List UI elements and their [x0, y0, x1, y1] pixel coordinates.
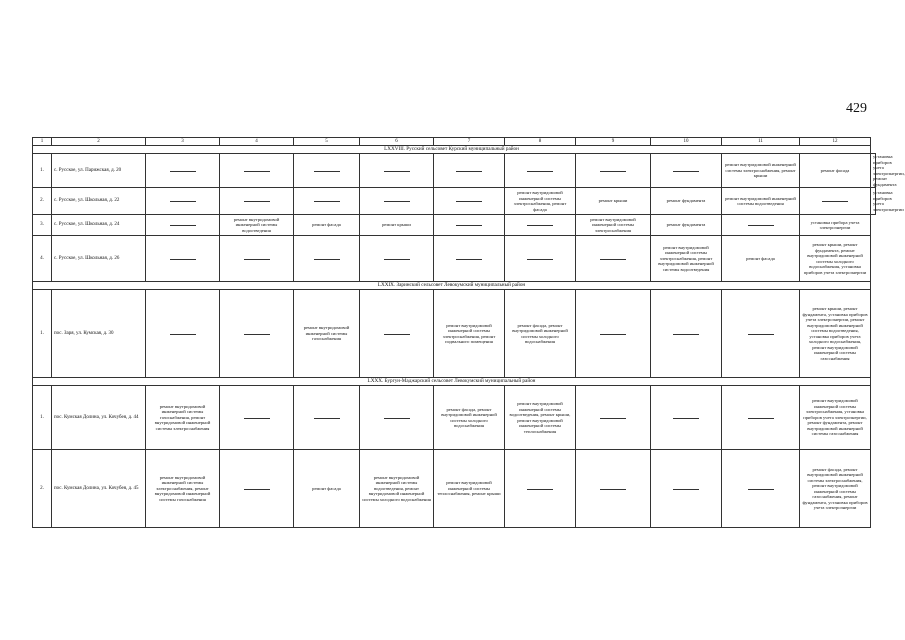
page-number: 429	[846, 101, 867, 116]
empty-dash	[673, 334, 699, 335]
empty-dash	[170, 334, 196, 335]
work-cell	[722, 450, 800, 528]
work-cell: ремонт крыши, ремонт фундамента, установка приборов учета электроэнергии, ремонт внутридомовой инженерной системы водоотведения, установка приборов учета холодного водоснабжения, ремонт внутридомовой инженерной системы газоснабжения	[800, 290, 871, 378]
column-header: 1	[33, 138, 52, 146]
work-cell	[800, 188, 871, 215]
work-cell	[434, 188, 505, 215]
empty-dash	[170, 259, 196, 260]
table-row	[33, 188, 876, 215]
column-header: 7	[434, 138, 505, 146]
empty-dash	[384, 259, 410, 260]
work-cell: ремонт фундамента	[651, 215, 722, 236]
work-cell	[505, 215, 576, 236]
work-cell	[220, 188, 294, 215]
work-cell	[722, 215, 800, 236]
empty-dash	[170, 201, 196, 202]
section-title-row	[33, 146, 876, 154]
empty-dash	[170, 225, 196, 226]
work-cell: ремонт внутридомовой инженерной системы водоотведения	[220, 215, 294, 236]
empty-dash	[314, 171, 340, 172]
empty-dash	[244, 171, 270, 172]
empty-dash	[384, 171, 410, 172]
work-cell: ремонт фасада	[294, 450, 360, 528]
table-row	[33, 154, 876, 188]
work-cell: ремонт внутридомовой инженерной системы электроснабжения, установка приборов учета электроэнергии, ремонт фундамента, ремонт внутридомовой инженерной системы газоснабжения	[800, 386, 871, 450]
work-cell: ремонт фасада, ремонт внутридомовой инженерной системы холодного водоснабжения	[505, 290, 576, 378]
work-cell	[576, 386, 651, 450]
work-cell	[576, 290, 651, 378]
section-title: LXXX. Бургун-Маджарский сельсовет Левокумский муниципальный район	[33, 378, 871, 386]
work-cell	[220, 450, 294, 528]
work-cell: установка приборов учета электроэнергии	[871, 188, 876, 215]
work-cell	[434, 154, 505, 188]
work-cell	[434, 236, 505, 282]
row-number: 1.	[33, 386, 52, 450]
row-number: 4.	[33, 236, 52, 282]
row-number: 2.	[33, 450, 52, 528]
table-row	[33, 450, 876, 528]
work-cell: ремонт фундамента	[651, 188, 722, 215]
empty-dash	[673, 418, 699, 419]
row-number: 2.	[33, 188, 52, 215]
work-cell	[146, 188, 220, 215]
empty-dash	[748, 225, 774, 226]
empty-dash	[456, 201, 482, 202]
work-cell	[651, 290, 722, 378]
work-cell: ремонт фасада	[722, 236, 800, 282]
table-row	[33, 236, 876, 282]
empty-dash	[456, 225, 482, 226]
work-cell: ремонт крыши, ремонт фундамента, ремонт внутридомовой инженерной системы холодного водоснабжения, установка приборов учета электроэнергии	[800, 236, 871, 282]
empty-dash	[244, 259, 270, 260]
empty-dash	[748, 334, 774, 335]
empty-dash	[244, 334, 270, 335]
empty-dash	[244, 201, 270, 202]
section-title: LXXVIII. Русский сельсовет Курский муниципальный район	[33, 146, 871, 154]
empty-dash	[527, 489, 553, 490]
work-cell	[294, 236, 360, 282]
empty-dash	[170, 171, 196, 172]
section-title-row	[33, 282, 876, 290]
work-cell	[146, 236, 220, 282]
work-cell	[360, 236, 434, 282]
work-cell: ремонт внутридомовой инженерной системы электроснабжения, ремонт крыши	[722, 154, 800, 188]
work-cell	[294, 188, 360, 215]
empty-dash	[314, 418, 340, 419]
work-cell	[434, 215, 505, 236]
header-row	[33, 138, 876, 146]
work-cell: установка прибора учета электроэнергии	[800, 215, 871, 236]
table-row	[33, 215, 876, 236]
table-row	[33, 290, 876, 378]
work-cell: ремонт внутридомовой инженерной системы электроснабжения, ремонт внутридомовой инженерной системы водоотведения	[651, 236, 722, 282]
work-cell: ремонт фасада	[800, 154, 871, 188]
repair-schedule-table	[32, 137, 905, 528]
work-cell	[220, 236, 294, 282]
work-cell: ремонт внутридомовой инженерной системы электроснабжения, ремонт фасада	[505, 188, 576, 215]
column-header: 3	[146, 138, 220, 146]
table-row	[33, 386, 876, 450]
empty-dash	[600, 334, 626, 335]
empty-dash	[527, 259, 553, 260]
work-cell	[294, 154, 360, 188]
address-cell: пос. Кумская Долина, ул. Кочубея, д. 45	[52, 450, 146, 528]
column-header: 12	[800, 138, 871, 146]
address-cell: с. Русское, ул. Школьная, д. 26	[52, 236, 146, 282]
work-cell	[505, 154, 576, 188]
section-title: LXXIX. Заринский сельсовет Левокумский муниципальный район	[33, 282, 871, 290]
empty-dash	[384, 201, 410, 202]
work-cell: ремонт внутридомовой инженерной системы теплоснабжения, ремонт крыши	[434, 450, 505, 528]
address-cell: с. Русское, ул. Школьная, д. 24	[52, 215, 146, 236]
work-cell	[651, 450, 722, 528]
work-cell	[146, 154, 220, 188]
work-cell: ремонт внутридомовой инженерной системы электроснабжения, ремонт внутридомовой инженерной системы газоснабжения	[146, 450, 220, 528]
empty-dash	[600, 489, 626, 490]
row-number: 1.	[33, 290, 52, 378]
work-cell	[360, 290, 434, 378]
work-cell	[722, 290, 800, 378]
empty-dash	[600, 259, 626, 260]
work-cell	[360, 386, 434, 450]
work-cell	[576, 154, 651, 188]
empty-dash	[244, 418, 270, 419]
work-cell	[576, 236, 651, 282]
work-cell: ремонт внутридомовой инженерной системы водоотведения	[722, 188, 800, 215]
work-cell: ремонт внутридомовой инженерной системы газоснабжения, ремонт внутридомовой инженерной системы электроснабжения	[146, 386, 220, 450]
empty-dash	[314, 201, 340, 202]
work-cell	[722, 386, 800, 450]
empty-dash	[527, 225, 553, 226]
work-cell	[505, 236, 576, 282]
work-cell	[220, 290, 294, 378]
work-cell: ремонт крыши	[576, 188, 651, 215]
empty-dash	[600, 171, 626, 172]
empty-dash	[822, 201, 848, 202]
column-header: 5	[294, 138, 360, 146]
work-cell	[360, 188, 434, 215]
section-title-row	[33, 378, 876, 386]
work-cell	[146, 215, 220, 236]
address-cell: пос. Заря, ул. Кумская, д. 30	[52, 290, 146, 378]
empty-dash	[600, 418, 626, 419]
work-cell	[360, 154, 434, 188]
column-header: 6	[360, 138, 434, 146]
empty-dash	[673, 489, 699, 490]
row-number: 3.	[33, 215, 52, 236]
column-header: 11	[722, 138, 800, 146]
column-header: 8	[505, 138, 576, 146]
empty-dash	[384, 418, 410, 419]
work-cell	[651, 386, 722, 450]
work-cell: ремонт внутридомовой инженерной системы водоотведения, ремонт внутридомовой инженерной системы холодного водоснабжения	[360, 450, 434, 528]
work-cell	[576, 450, 651, 528]
empty-dash	[527, 171, 553, 172]
empty-dash	[384, 334, 410, 335]
column-header: 4	[220, 138, 294, 146]
work-cell: ремонт внутридомовой инженерной системы электроснабжения, ремонт подвального помещения	[434, 290, 505, 378]
empty-dash	[456, 171, 482, 172]
column-header: 2	[52, 138, 146, 146]
work-cell: ремонт внутридомовой инженерной системы электроснабжения	[576, 215, 651, 236]
address-cell: с. Русское, ул. Школьная, д. 22	[52, 188, 146, 215]
work-cell	[505, 450, 576, 528]
empty-dash	[748, 418, 774, 419]
empty-dash	[456, 259, 482, 260]
row-number: 1.	[33, 154, 52, 188]
address-cell: пос. Кумская Долина, ул. Кочубея, д. 44	[52, 386, 146, 450]
work-cell: ремонт фасада	[294, 215, 360, 236]
work-cell	[220, 386, 294, 450]
work-cell: ремонт внутридомовой инженерной системы водоотведения, ремонт крыши, ремонт внутридомовой инженерной системы теплоснабжения	[505, 386, 576, 450]
work-cell: ремонт крыши	[360, 215, 434, 236]
empty-dash	[673, 171, 699, 172]
empty-dash	[244, 489, 270, 490]
work-cell	[220, 154, 294, 188]
empty-dash	[748, 489, 774, 490]
work-cell: ремонт фасада, ремонт внутридомовой инженерной системы электроснабжения, ремонт внутридомовой инженерной системы газоснабжения, ремонт фундамента, установка приборов учета электроэнергии	[800, 450, 871, 528]
work-cell: установка приборов учета электроэнергии, ремонт фундамента	[871, 154, 876, 188]
work-cell: ремонт фасада, ремонт внутридомовой инженерной системы холодного водоснабжения	[434, 386, 505, 450]
column-header: 10	[651, 138, 722, 146]
work-cell	[651, 154, 722, 188]
work-cell	[294, 386, 360, 450]
empty-dash	[314, 259, 340, 260]
work-cell	[146, 290, 220, 378]
work-cell: ремонт внутридомовой инженерной системы газоснабжения	[294, 290, 360, 378]
column-header: 9	[576, 138, 651, 146]
address-cell: с. Русское, ул. Парижская, д. 20	[52, 154, 146, 188]
